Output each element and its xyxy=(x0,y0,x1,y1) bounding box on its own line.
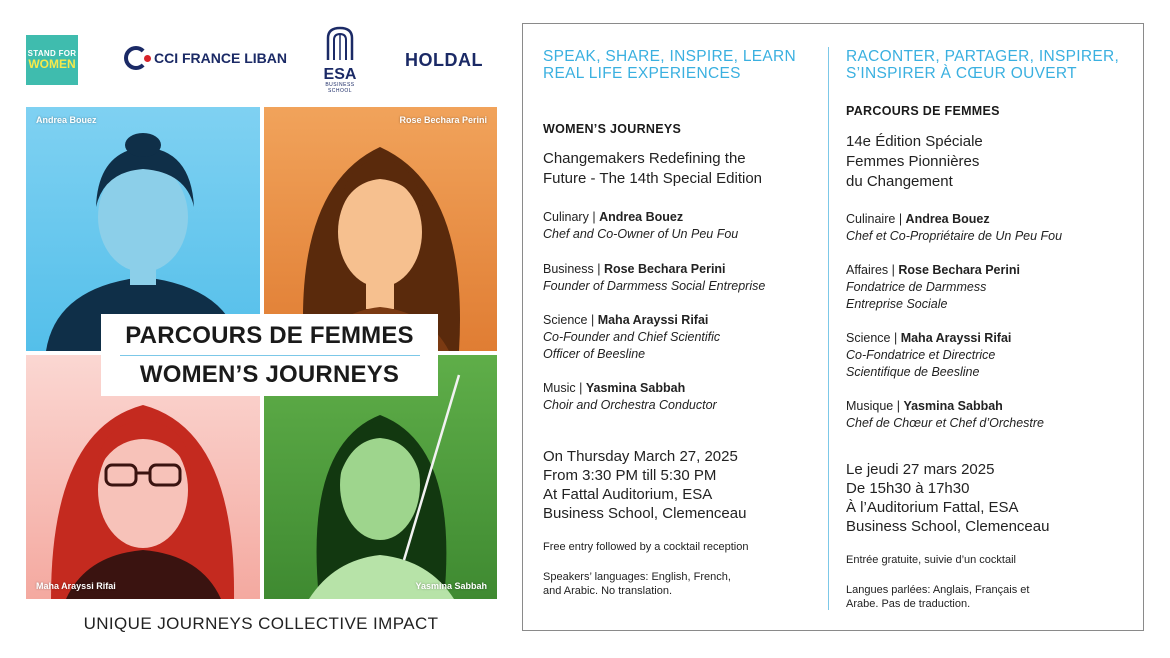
french-languages-note: Langues parlées: Anglais, Français et Arabe. Pas de traduction. xyxy=(846,584,1030,610)
title-divider xyxy=(120,355,420,356)
french-speaker-musique: Musique | Yasmina Sabbah Chef de Chœur et Chef d’Orchestre xyxy=(846,399,1044,430)
french-edition: 14e Édition Spéciale Femmes Pionnières du Changement xyxy=(846,133,983,190)
poster-title-en: WOMEN’S JOURNEYS xyxy=(139,361,400,388)
english-speaker-business: Business | Rose Bechara Perini Founder of Darmmess Social Entreprise xyxy=(543,262,766,293)
event-details-card xyxy=(522,23,1144,631)
esa-business-school-logo: ESA BUSINESS SCHOOL xyxy=(318,26,362,94)
english-speaker-music: Music | Yasmina Sabbah Choir and Orchestra Conductor xyxy=(543,381,717,412)
english-speaker-science: Science | Maha Arayssi Rifai Co-Founder and Chief Scientific Officer of Beesline xyxy=(543,313,721,361)
speaker-photo-name: Rose Bechara Perini xyxy=(399,115,487,125)
esa-arch-icon xyxy=(325,26,355,60)
poster-title xyxy=(101,314,438,396)
french-entry-note: Entrée gratuite, suivie d’un cocktail xyxy=(846,554,1016,566)
column-divider xyxy=(828,47,829,610)
english-section-title: WOMEN’S JOURNEYS xyxy=(543,122,682,136)
english-edition: Changemakers Redefining the Future - The 14th Special Edition xyxy=(543,150,763,187)
speaker-photo-name: Yasmina Sabbah xyxy=(415,581,487,591)
french-speaker-science: Science | Maha Arayssi Rifai Co-Fondatrice et Directrice Scientifique de Beesline xyxy=(846,331,1012,379)
english-speaker-culinary: Culinary | Andrea Bouez Chef and Co-Owner of Un Peu Fou xyxy=(543,210,739,241)
cci-france-liban-logo: CCI FRANCE LIBAN xyxy=(124,46,287,70)
poster-panel xyxy=(0,0,515,658)
holdal-logo: HOLDAL xyxy=(405,50,483,70)
french-section-title: PARCOURS DE FEMMES xyxy=(846,104,1000,118)
english-header: SPEAK, SHARE, INSPIRE, LEARN REAL LIFE EXPERIENCES xyxy=(543,48,797,82)
speaker-photo-name: Maha Arayssi Rifai xyxy=(36,581,116,591)
english-entry-note: Free entry followed by a cocktail reception xyxy=(543,541,749,553)
poster-title-fr: PARCOURS DE FEMMES xyxy=(125,322,414,349)
french-event-details: Le jeudi 27 mars 2025 De 15h30 à 17h30 À l’Auditorium Fattal, ESA Business School, Clemenceau xyxy=(846,461,1050,535)
cci-mark-icon xyxy=(124,46,148,70)
french-speaker-culinaire: Culinaire | Andrea Bouez Chef et Co-Propriétaire de Un Peu Fou xyxy=(846,212,1063,243)
english-languages-note: Speakers’ languages: English, French, and Arabic. No translation. xyxy=(543,571,731,597)
poster-tagline: UNIQUE JOURNEYS COLLECTIVE IMPACT xyxy=(83,614,439,633)
french-header: RACONTER, PARTAGER, INSPIRER, S’INSPIRER À CŒUR OUVERT xyxy=(846,48,1120,82)
french-speaker-affaires: Affaires | Rose Bechara Perini Fondatrice de Darmmess Entreprise Sociale xyxy=(846,263,1020,311)
english-event-details: On Thursday March 27, 2025 From 3:30 PM till 5:30 PM At Fattal Auditorium, ESA Business School, Clemenceau xyxy=(543,448,747,522)
stand-for-women-logo: STAND FOR WOMEN xyxy=(26,35,78,85)
speaker-photo-name: Andrea Bouez xyxy=(36,115,97,125)
